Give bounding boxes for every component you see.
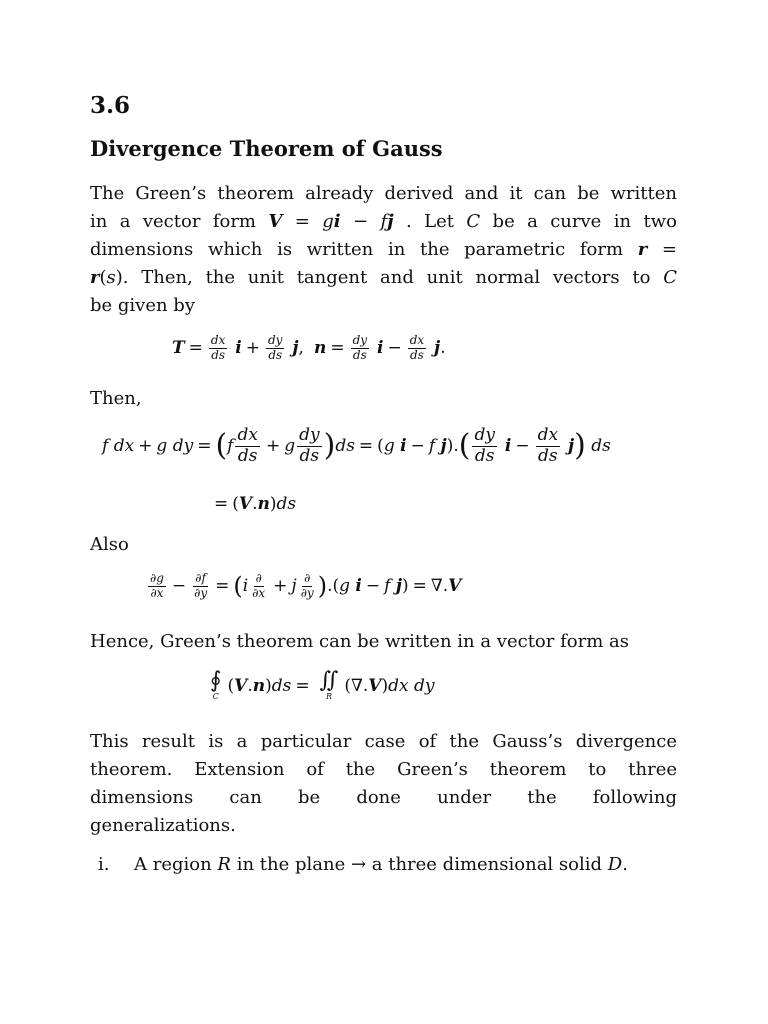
label-hence: Hence, Green’s theorem can be written in a vector form as bbox=[90, 631, 629, 652]
equation-divergence: $\frac{\partial g}{\partial x}$ − $\frac{\partial f}{\partial y}$ = ( i $\frac{\partial}{\partial x}$ + j $\frac{\partial}{\partial y}$ ) .( g i − f j ) = ∇. V bbox=[150, 571, 462, 601]
list-item bbox=[98, 854, 628, 875]
paragraph-generalization bbox=[90, 728, 677, 840]
text-span: . Then, the unit tangent and unit normal vectors to bbox=[122, 267, 651, 288]
text-span: dimensions which is written in the parametric form bbox=[90, 239, 624, 260]
math-symbol: T bbox=[172, 338, 185, 359]
label-also: Also bbox=[90, 534, 129, 555]
equation-tangent-normal: T = $\frac{dx}{ds}$ i + $\frac{dy}{ds}$ j , n = $\frac{dy}{ds}$ i − $\frac{dx}{ds}$ j . bbox=[172, 333, 446, 362]
paragraph-intro bbox=[90, 180, 677, 320]
section-title: Divergence Theorem of Gauss bbox=[90, 136, 443, 161]
equation-vector-green: ∮ C ( V . n ) ds = ∬ R (∇. V ) dx dy bbox=[210, 668, 435, 701]
text-span: be a curve in two bbox=[492, 211, 677, 232]
math-inline: r = bbox=[637, 239, 677, 260]
list-marker: i. bbox=[98, 854, 110, 875]
double-integral-symbol: ∬ R bbox=[319, 668, 339, 701]
math-inline: R bbox=[217, 854, 231, 875]
math-inline: C bbox=[663, 267, 677, 288]
text-line: The Green’s theorem already derived and it can be written bbox=[90, 183, 677, 204]
math-inline: r(s) bbox=[90, 267, 123, 288]
text-line: be given by bbox=[90, 295, 196, 316]
text-span: in a vector form bbox=[90, 211, 256, 232]
math-symbol: n bbox=[313, 338, 327, 359]
math-inline: C bbox=[466, 211, 481, 232]
text-line bbox=[90, 236, 677, 264]
text-line bbox=[90, 264, 677, 292]
section-number: 3.6 bbox=[90, 92, 131, 119]
text-line bbox=[90, 208, 677, 236]
math-inline: V = gi − fj bbox=[268, 211, 394, 232]
text-span: . bbox=[622, 854, 628, 875]
text-line: generalizations. bbox=[90, 815, 236, 836]
text-span: in the plane → a three dimensional solid bbox=[236, 854, 603, 875]
text-line: theorem. Extension of the Green’s theorem to three bbox=[90, 759, 677, 780]
text-span: A region bbox=[134, 854, 212, 875]
text-span: . Let bbox=[406, 211, 454, 232]
label-then: Then, bbox=[90, 388, 142, 409]
equation-line-integral: f dx + g dy = ( f $\frac{dx}{ds}$ + g $\frac{dy}{ds}$ ) ds = ( g i − f j ). ( $\frac{dy}{ds}$ i − $\frac{dx}{ds}$ j ) ds bbox=[102, 425, 611, 466]
text-line: dimensions can be done under the following bbox=[90, 787, 677, 808]
equation-dot-product: = ( V . n ) ds bbox=[214, 494, 297, 514]
math-inline: D bbox=[607, 854, 623, 875]
closed-integral-symbol: ∮ C bbox=[210, 668, 222, 701]
text-line: This result is a particular case of the Gauss’s divergence bbox=[90, 731, 677, 752]
